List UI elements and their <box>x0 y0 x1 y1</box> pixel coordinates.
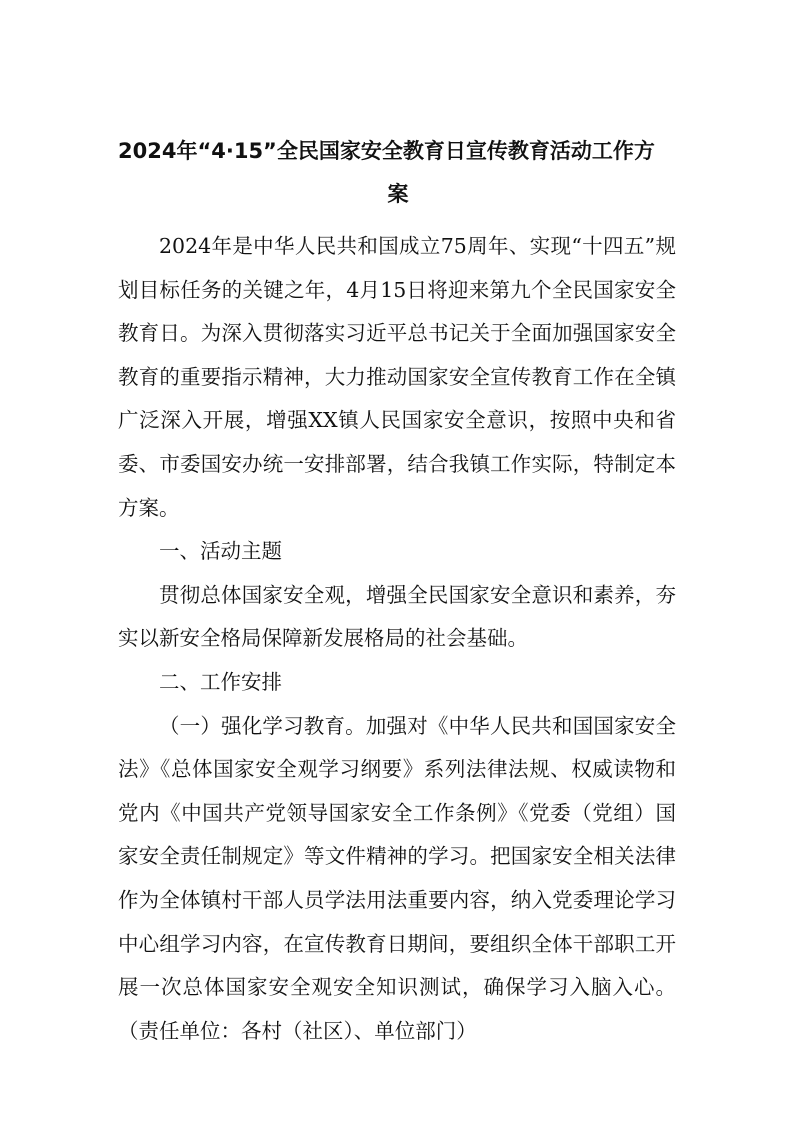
section-heading-arrangements: 二、工作安排 <box>159 669 282 694</box>
theme-paragraph: 贯彻总体国家安全观，增强全民国家安全意识和素养，夯实以新安全格局保障新发展格局的社会基础。 <box>118 582 676 651</box>
title-line-2: 案 <box>387 182 409 206</box>
study-education-paragraph: （一）强化学习教育。加强对《中华人民共和国国家安全法》《总体国家安全观学习纲要》系列法律法规、权威读物和党内《中国共产党领导国家安全工作条例》《党委（党组）国家安全责任制规定》等文件精神的学习。把国家安全相关法律作为全体镇村干部人员学法用法重要内容，纳入党委理论学习中心组学习内容，在宣传教育日期间，要组织全体干部职工开展一次总体国家安全观安全知识测试，确保学习入脑入心。（责任单位：各村（社区）、单位部门） <box>118 713 676 1043</box>
intro-paragraph: 2024年是中华人民共和国成立75周年、实现“十四五”规划目标任务的关键之年，4月15日将迎来第九个全民国家安全教育日。为深入贯彻落实习近平总书记关于全面加强国家安全教育的重要指示精神，大力推动国家安全宣传教育工作在全镇广泛深入开展，增强XX镇人民国家安全意识，按照中央和省委、市委国安办统一安排部署，结合我镇工作实际，特制定本方案。 <box>118 234 676 520</box>
document-body <box>118 225 676 1053</box>
document-title <box>118 130 678 216</box>
title-line-1: 2024年“4·15”全民国家安全教育日宣传教育活动工作方 <box>118 139 655 163</box>
section-heading-theme: 一、活动主题 <box>159 539 282 564</box>
